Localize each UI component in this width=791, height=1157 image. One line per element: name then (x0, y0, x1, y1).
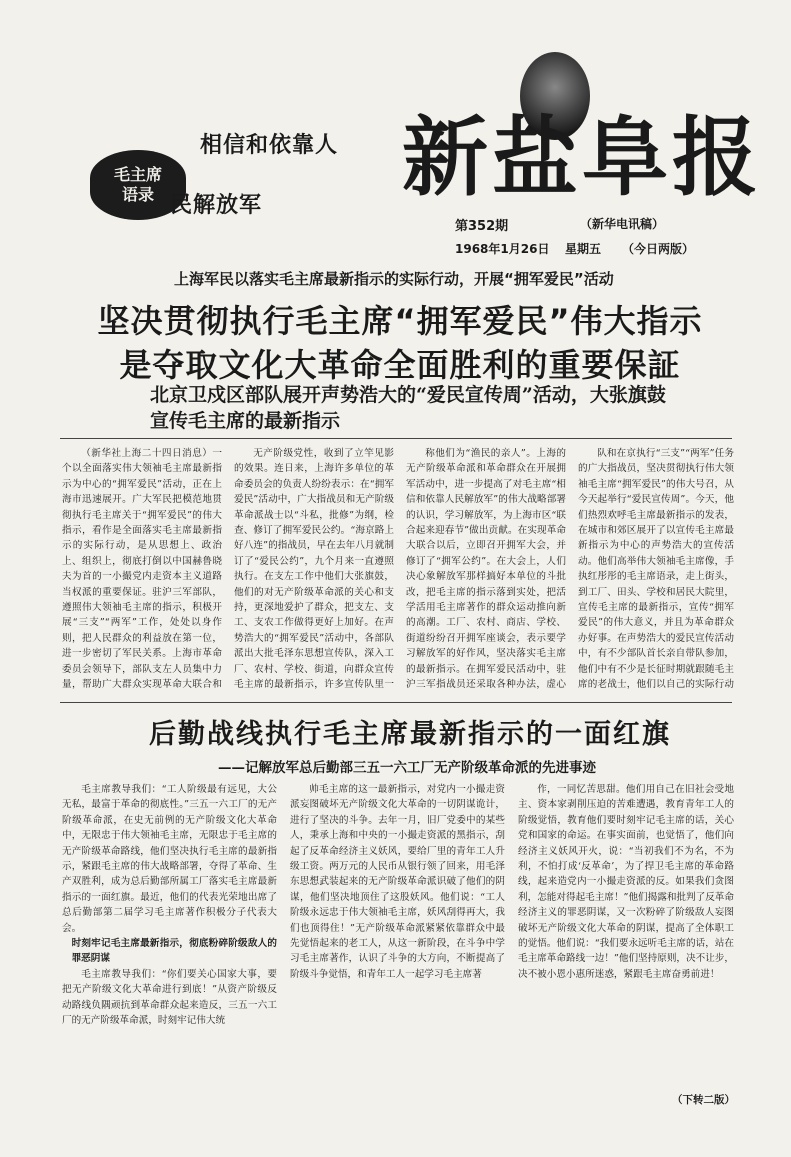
story1-headline-1: 坚决贯彻执行毛主席“拥军爱民”伟大指示 (97, 302, 703, 340)
story1-column-3-text: 称他们为“渔民的亲人”。上海的无产阶级革命派和革命群众在开展拥军活动中，进一步提高了对毛主席“相信和依靠人民解放军”的伟大战略部署的认识，学习解放军，为上海市区“联合起来迎春节”做出贡献。在实现革命大联合以后，立即召开拥军大会，并修订了“拥军公约”。在大会上，人们决心象解放军那样搞好本单位的斗批改，把毛主席的指示落到实处，把活学活用毛主席著作的群众运动推向新的高潮。工厂、农村、商店、学校、街道纷纷召开拥军座谈会，表示要学习解放军的好作风，坚决落实毛主席的最新指示。在拥军爱民活动中，驻沪三军指战员还采取各种办法，虚心 (406, 448, 566, 691)
page-count: （今日两版） (622, 242, 695, 256)
story2-column-3-text: 作，一同忆苦思甜。他们用自己在旧社会受地主、资本家剥削压迫的苦难遭遇，教育青年工人的阶级觉悟，教育他们要时刻牢记毛主席的话，关心党和国家的命运。在事实面前，也觉悟了，他们向经济主义妖风开火，说：“当初我们不为名，不为利，不怕打成‘反革命’，为了捍卫毛主席的革命路线，起来造党内一小撮走资派的反。如果我们贪图利，怎能对得起毛主席！”他们揭露和批判了反革命经济主义的罪恶阴谋，又一次粉碎了阶级敌人妄图破坏无产阶级文化大革命的阴谋，提高了全体职工的觉悟。他们说：“我们要永远听毛主席的话，站在毛主席革命路线一边！”他们坚持原则，决不让步，决不被小恩小惠所迷惑，紧跟毛主席奋勇前进！ (518, 784, 734, 980)
story2-column-2 (290, 782, 505, 1102)
story2-column-3 (518, 782, 734, 1088)
story1-column-1-text: （新华社上海二十四日消息）一个以全面落实伟大领袖毛主席最新指示为中心的“拥军爱民”活动，正在上海市迅速展开。广大军民把模范地贯彻执行毛主席关于“拥军爱民”的伟大指示，看作是全面落实毛主席最新指示的实际行动，是从思想上、政治上、组织上，彻底打倒以中国赫鲁晓夫为首的一小撮党内走资本主义道路当权派的重要保证。驻沪三军部队，遵照伟大领袖毛主席的指示，积极开展“三支”“两军”工作，处处以身作则，把人民群众的利益放在第一位，进一步密切了军民关系。上海市革命委员会领导下，部队支左人员集中力量，帮助广大群众实现革命大联合和 (62, 448, 222, 691)
issue-number: 第352期 (455, 219, 509, 234)
newspaper-title: 新盐阜报 (402, 108, 762, 208)
story1-headline-2: 是夺取文化大革命全面胜利的重要保証 (119, 346, 681, 384)
story2-column-1 (62, 782, 277, 1102)
quote-badge-line1: 毛主席 (113, 165, 162, 184)
story2-subhead: ——记解放军总后勤部三五一六工厂无产阶级革命派的先进事迹 (218, 760, 596, 776)
divider (60, 438, 732, 439)
story1-column-4-text: 队和在京执行“三支”“两军”任务的广大指战员，坚决贯彻执行伟大领袖毛主席“拥军爱民”的伟大号召，从今天起举行“爱民宣传周”。今天，他们热烈欢呼毛主席最新指示的发表，在城市和郊区展开了以宣传毛主席最新指示为中心的声势浩大的宣传活动。他们高举伟大领袖毛主席像，手执红彤彤的毛主席语录，走上街头，到工厂、田头、学校和居民大院里，宣传毛主席的最新指示，宣传“拥军爱民”的伟大意义，并且为革命群众办好事。在声势浩大的爱民宣传活动中，有不少部队首长亲自带队参加，他们中有不少是长征时期就跟随毛主席的老战士，他们以自己的实际行动 (578, 448, 734, 691)
issue-date: 1968年1月26日 (455, 242, 550, 256)
story2-section-heading: 时刻牢记毛主席最新指示，彻底粉碎阶级敌人的罪恶阴谋 (71, 938, 277, 965)
story2-column-2-text: 帅毛主席的这一最新指示，对党内一小撮走资派妄图破坏无产阶级文化大革命的一切阴谋诡计，进行了坚决的斗争。去年一月，旧厂党委中的某些人，秉承上海和中央的一小撮走资派的黑指示，刮起了反革命经济主义妖风，要给厂里的青年工人升级工资。两万元的人民币从银行领了回来，用毛泽东思想武装起来的无产阶级革命派识破了他们的阴谋，他们坚决地顶住了这股妖风。他们说：“工人阶级永远忠于伟大领袖毛主席，妖风刮得再大，我们也顶得住！”无产阶级革命派紧紧依靠群众中最先觉悟起来的老工人，从这一新阶段，在斗争中学习毛主席著作，认识了斗争的大方向，不断提高了阶级斗争觉悟，和青年工人一起学习毛主席著 (290, 784, 505, 980)
story1-column-4 (578, 446, 734, 694)
quote-line-2: 民解放军 (170, 193, 263, 218)
quote-line-1: 相信和依靠人 (200, 133, 339, 158)
continued-note: （下转二版） (672, 1094, 735, 1106)
news-source: （新华电讯稿） (580, 217, 665, 231)
quote-badge-line2: 语录 (121, 185, 154, 204)
story1-column-3 (406, 446, 566, 694)
divider (60, 702, 732, 703)
story2-intro: 毛主席教导我们：“工人阶级最有远见，大公无私，最富于革命的彻底性。”三五一六工厂的无产阶级革命派，在史无前例的无产阶级文化大革命中，无限忠于伟大领袖毛主席，无限忠于毛主席的无产阶级革命路线，他们坚决执行毛主席的最新指示，紧跟毛主席的伟大战略部署，夺得了革命、生产双胜利，成为总后勤部所属工厂落实毛主席最新指示的一面红旗。最近，他们的代表光荣地出席了总后勤部第二届学习毛主席著作积极分子代表大会。 (62, 784, 277, 934)
issue-weekday: 星期五 (565, 242, 602, 256)
story1-column-2-text: 无产阶级党性，收到了立竿见影的效果。连日来，上海许多单位的革命委员会的负责人纷纷表示：在“拥军爱民”活动中，广大指战员和无产阶级革命派战士以“斗私，批修”为纲，检查、修订了拥军爱民公约。“海京路上好八连”的指战员，早在去年八月就制订了“爱民公约”，九个月来一直遵照执行。在支左工作中他们大张旗鼓，他们的对无产阶级革命派的关心和支持，更深地爱护了群众，把支左、支工、支农工作做得更好上加好。在声势浩大的“拥军爱民”活动中，各部队派出大批毛泽东思想宣传队，深入工厂、农村、学校、街道，向群众宣传毛主席的最新指示，许多宣传队里一 (234, 448, 394, 691)
quotation-block (90, 110, 390, 230)
story1-kicker: 上海军民以落实毛主席最新指示的实际行动，开展“拥军爱民”活动 (174, 270, 614, 288)
story2-column-1-rest: 毛主席教导我们：“你们要关心国家大事，要把无产阶级文化大革命进行到底！”从资产阶级反动路线负隅顽抗到革命群众起来造反，三五一六工厂的无产阶级革命派，时刻牢记伟大统 (62, 968, 277, 1027)
story1-subhead: 北京卫戍区部队展开声势浩大的“爱民宣传周”活动，大张旗鼓宣传毛主席的最新指示 (150, 384, 666, 432)
story1-column-2 (234, 446, 394, 694)
story2-headline: 后勤战线执行毛主席最新指示的一面红旗 (149, 719, 671, 750)
story1-column-1 (62, 446, 222, 694)
